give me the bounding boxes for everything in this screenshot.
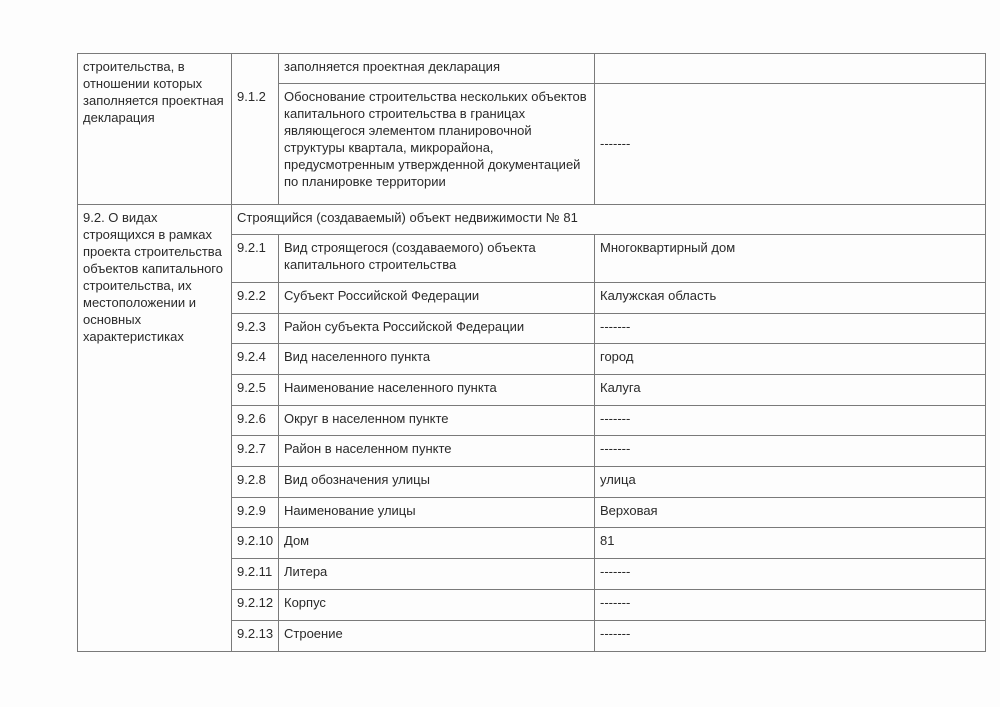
row-value: Калужская область <box>600 288 717 303</box>
grid-line <box>594 53 595 205</box>
grid-line <box>231 558 986 559</box>
grid-line <box>77 651 986 652</box>
object-header: Строящийся (создаваемый) объект недвижимости № 81 <box>237 210 578 225</box>
grid-line <box>985 53 986 652</box>
row-number: 9.2.5 <box>237 380 266 395</box>
row-value: ------- <box>600 411 631 426</box>
row-value: улица <box>600 472 636 487</box>
row-label: Округ в населенном пункте <box>284 411 449 426</box>
grid-line <box>231 204 232 652</box>
grid-line <box>231 527 986 528</box>
row-label: Наименование улицы <box>284 503 416 518</box>
row-value: ------- <box>600 441 631 456</box>
row-number: 9.2.12 <box>237 595 274 610</box>
section-9-2-left-label: 9.2. О видах строящихся в рамках проекта строительства объектов капитального строительства, их местоположении и основных характеристиках <box>83 210 223 344</box>
grid-line <box>231 589 986 590</box>
grid-line <box>231 343 986 344</box>
row-label: Корпус <box>284 595 326 610</box>
row-number: 9.2.3 <box>237 319 266 334</box>
grid-line <box>231 620 986 621</box>
row-value: ------- <box>600 595 631 610</box>
row-number: 9.2.6 <box>237 411 266 426</box>
grid-line <box>231 374 986 375</box>
grid-line <box>77 53 986 54</box>
grid-line <box>231 53 232 205</box>
grid-line <box>278 234 279 652</box>
row-label: Район субъекта Российской Федерации <box>284 319 525 334</box>
row-value: ------- <box>600 626 631 641</box>
row-number: 9.2.11 <box>237 564 273 579</box>
row-value: 81 <box>600 533 615 548</box>
row-label: Район в населенном пункте <box>284 441 452 456</box>
grid-line <box>231 282 986 283</box>
row-label: Вид обозначения улицы <box>284 472 430 487</box>
row-label: Обоснование строительства нескольких объектов капитального строительства в границах являющегося элементом планировочной структуры квартала, микрорайона, предусмотренным утвержденной документацией по планировке территории <box>284 89 587 189</box>
row-number: 9.2.13 <box>237 626 274 641</box>
row-label: Наименование населенного пункта <box>284 380 497 395</box>
row-value: город <box>600 349 634 364</box>
grid-line <box>77 204 986 205</box>
row-number: 9.2.10 <box>237 533 274 548</box>
row-value: Верховая <box>600 503 658 518</box>
row-label: Вид населенного пункта <box>284 349 431 364</box>
row-number: 9.2.4 <box>237 349 266 364</box>
grid-line <box>231 497 986 498</box>
section-9-1-left-label: строительства, в отношении которых заполняется проектная декларация <box>83 59 224 125</box>
row-number: 9.2.1 <box>237 240 266 255</box>
row-number: 9.2.8 <box>237 472 266 487</box>
grid-line <box>231 435 986 436</box>
grid-line <box>594 234 595 652</box>
row-label: Субъект Российской Федерации <box>284 288 480 303</box>
row-number: 9.2.2 <box>237 288 266 303</box>
grid-line <box>231 313 986 314</box>
row-label: Дом <box>284 533 310 548</box>
grid-line <box>278 53 279 205</box>
row-value: ------- <box>600 136 631 151</box>
row-label: Литера <box>284 564 328 579</box>
grid-line <box>231 234 986 235</box>
grid-line <box>231 405 986 406</box>
row-value: Многоквартирный дом <box>600 240 736 255</box>
grid-line <box>231 466 986 467</box>
row-label: Вид строящегося (создаваемого) объекта капитального строительства <box>284 240 536 272</box>
section-9-1-continued-text: заполняется проектная декларация <box>284 59 500 74</box>
row-number: 9.1.2 <box>237 89 266 104</box>
row-number: 9.2.7 <box>237 441 266 456</box>
row-value: Калуга <box>600 380 641 395</box>
row-label: Строение <box>284 626 343 641</box>
grid-line <box>77 53 78 652</box>
grid-line <box>278 83 986 84</box>
row-value: ------- <box>600 319 631 334</box>
row-number: 9.2.9 <box>237 503 266 518</box>
row-value: ------- <box>600 564 631 579</box>
